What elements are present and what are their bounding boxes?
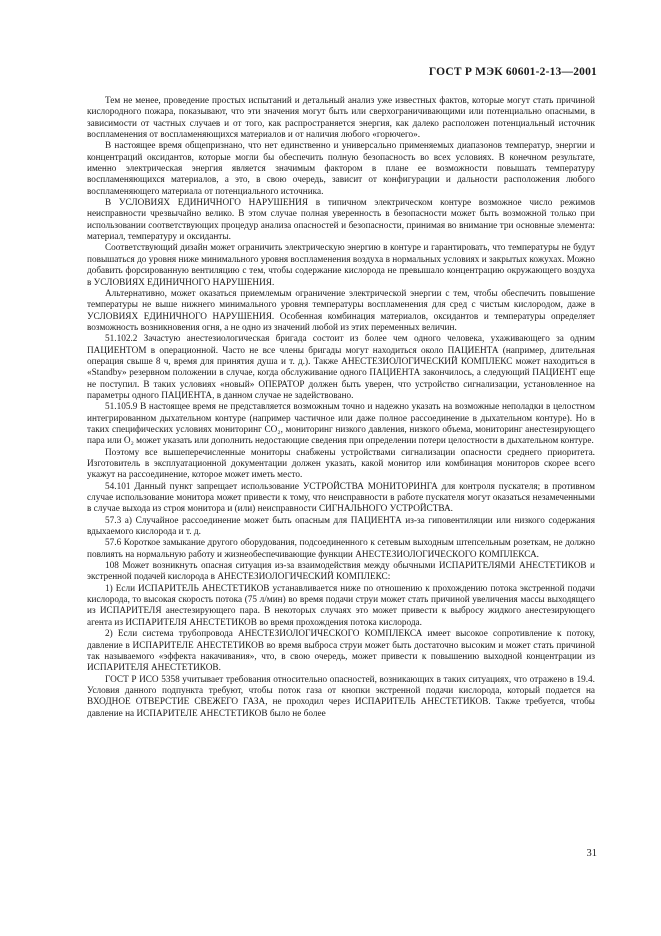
standard-header: ГОСТ Р МЭК 60601-2-13—2001	[428, 66, 597, 78]
paragraph: Тем не менее, проведение простых испытаний и детальный анализ уже известных фактов, которые могут стать причиной кислородного пожара, показывают, что эти значения могут быть или сверхограничивающими или потенциально опасными, в зависимости от частных случаев и от того, как распространяется энергия, как далеко расположен потенциальный источник воспламенения от воспламеняющихся материалов и от наличия любого «горючего».	[87, 96, 595, 141]
paragraph: Альтернативно, может оказаться приемлемым ограничение электрической энергии с тем, чтобы обеспечить повышение температуры не выше нижнего минимального уровня температуры воспламенения для сред с чистым кислородом, даже в УСЛОВИЯХ ЕДИНИЧНОГО НАРУШЕНИЯ. Особенная комбинация материалов, оксидантов и температуры определяет возможность возникновения огня, а не одно из значений любой из этих переменных величин.	[87, 288, 595, 333]
paragraph: 57.3 а) Случайное рассоединение может быть опасным для ПАЦИЕНТА из-за гиповентиляции или низкого содержания вдыхаемого кислорода и т. д.	[87, 515, 595, 538]
paragraph: ГОСТ Р ИСО 5358 учитывает требования относительно опасностей, возникающих в таких ситуациях, что отражено в 19.4. Условия данного подпункта требуют, чтобы поток газа от кнопки экстренной подачи кислорода, который подается на ВХОДНОЕ ОТВЕРСТИЕ СВЕЖЕГО ГАЗА, не проходил через ИСПАРИТЕЛЬ АНЕСТЕТИКОВ. Также требуется, чтобы давление на ИСПАРИТЕЛЕ АНЕСТЕТИКОВ было не более	[87, 674, 595, 719]
paragraph: 51.105.9 В настоящее время не представляется возможным точно и надежно указать на возможные неполадки в целостном интегрированном дыхательном контуре (например частичное или даже полное рассоединение в дыхательном контуре). Но в таких специфических условиях мониторинг CO₂, мониторинг низкого давления, низкого объема, мониторинг анестезирующего пара или O₂ может указать или дополнить недостающие сведения при определении потери целостности в дыхательном контуре.	[87, 402, 595, 447]
paragraph: 2) Если система трубопровода АНЕСТЕЗИОЛОГИЧЕСКОГО КОМПЛЕКСА имеет высокое сопротивление к потоку, давление в ИСПАРИТЕЛЕ АНЕСТЕТИКОВ во время выброса струи может быть достаточно высоким и может стать причиной так называемого «эффекта накачивания», что, в свою очередь, может привести к повышению выходной концентрации из ИСПАРИТЕЛЯ АНЕСТЕТИКОВ.	[87, 629, 595, 674]
page-number: 31	[586, 848, 597, 859]
paragraph: 57.6 Короткое замыкание другого оборудования, подсоединенного к сетевым выходным штепсельным розеткам, не должно повлиять на нормальную работу и жизнеобеспечивающие функции АНЕСТЕЗИОЛОГИЧЕСКОГО КОМПЛЕКСА.	[87, 538, 595, 560]
paragraph: 54.101 Данный пункт запрещает использование УСТРОЙСТВА МОНИТОРИНГА для контроля пускателя; в противном случае использование монитора может привести к тому, что неисправности в работе пускателя могут оказаться незамеченными в случае выхода из строя монитора и (или) неисправности СИГНАЛЬНОГО УСТРОЙСТВА.	[87, 481, 595, 515]
paragraph: 1) Если ИСПАРИТЕЛЬ АНЕСТЕТИКОВ устанавливается ниже по отношению к прохождению потока экстренной подачи кислорода, то высокая скорость потока (75 л/мин) во время подачи струи может стать причиной увеличения массы выходящего из ИСПАРИТЕЛЯ анестезирующего пара. В некоторых случаях это может привести к выбросу жидкого анестезирующего агента из ИСПАРИТЕЛЯ АНЕСТЕТИКОВ во время прохождения потока кислорода.	[87, 583, 595, 628]
paragraph: Поэтому все вышеперечисленные мониторы снабжены устройствами сигнализации опасности среднего приоритета. Изготовитель в эксплуатационной документации должен указать, какой монитор или комбинация мониторов скорее всего укажут на рассоединение, которое может иметь место.	[87, 447, 595, 481]
paragraph: 51.102.2 Зачастую анестезиологическая бригада состоит из более чем одного человека, ухаживающего за одним ПАЦИЕНТОМ в операционной. Часто не все члены бригады могут находиться около ПАЦИЕНТА (например, длительная операция свыше 8 ч, время для принятия душа и т. д.). Также АНЕСТЕЗИОЛОГИЧЕСКИЙ КОМПЛЕКС может находиться в «Standby» резервном положении в случае, когда обслуживание одного ПАЦИЕНТА закончилось, а следующий ПАЦИЕНТ еще не поступил. В таких условиях «новый» ОПЕРАТОР должен быть уверен, что устройство сигнализации, установленное на параметры одного ПАЦИЕНТА, в данном случае не задействовано.	[87, 334, 595, 401]
paragraph: 108 Может возникнуть опасная ситуация из-за взаимодействия между обычными ИСПАРИТЕЛЯМИ АНЕСТЕТИКОВ и экстренной подачей кислорода в АНЕСТЕЗИОЛОГИЧЕСКИЙ КОМПЛЕКС:	[87, 561, 595, 583]
paragraph: В УСЛОВИЯХ ЕДИНИЧНОГО НАРУШЕНИЯ в типичном электрическом контуре возможное число режимов неисправности чрезвычайно велико. В этом случае полная уверенность в безопасности может быть возможной только при использовании соответствующих процедур анализа опасностей и безопасности, принимая во внимание три основные элемента: материал, температуру и оксиданты.	[87, 198, 595, 243]
document-body	[87, 96, 595, 720]
paragraph: В настоящее время общепризнано, что нет единственно и универсально применяемых диапазонов температур, энергии и концентраций оксидантов, которые могли бы обеспечить полную безопасность во всех условиях. В конечном результате, именно электрическая энергия является значимым фактором в плане ее возможности повышать температуру воспламеняющихся материалов, а это, в свою очередь, зависит от конфигурации и дальности расположения любого воспламеняющего материала от потенциального источника.	[87, 141, 595, 197]
paragraph: Соответствующий дизайн может ограничить электрическую энергию в контуре и гарантировать, что температуры не будут повышаться до уровня ниже минимального уровня воспламенения воздуха в нормальных условиях и закрытых кожухах. Можно добавить форсированную вентиляцию с тем, чтобы содержание кислорода не превышало концентрацию окружающего воздуха в УСЛОВИЯХ ЕДИНИЧНОГО НАРУШЕНИЯ.	[87, 243, 595, 288]
